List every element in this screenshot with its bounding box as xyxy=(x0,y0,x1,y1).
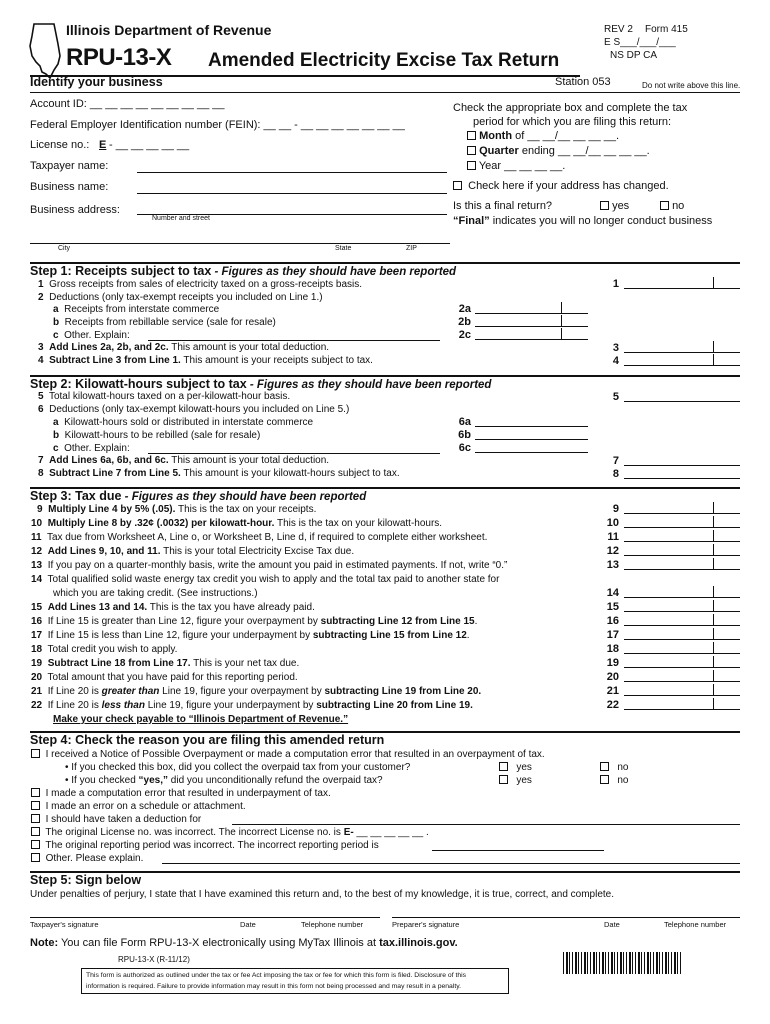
line4-input[interactable] xyxy=(624,354,740,366)
line20-input[interactable] xyxy=(624,670,740,682)
line21-bold: subtracting Line 19 from Line 20. xyxy=(324,686,482,697)
line2c-text: Other. Explain: xyxy=(64,330,130,341)
line22-input[interactable] xyxy=(624,698,740,710)
year-field[interactable]: Year __ __ __ __. xyxy=(478,160,566,172)
final-return-question: Is this a final return? xyxy=(453,200,553,212)
line2b-text: Receipts from rebillable service (sale for resale) xyxy=(64,317,276,328)
taxpayer-name-label: Taxpayer name: xyxy=(30,160,109,172)
month-label: Month xyxy=(479,130,513,142)
taxpayer-phone-caption: Telephone number xyxy=(301,920,364,929)
license-prefix: E xyxy=(99,139,107,151)
preparer-sig-caption: Preparer's signature xyxy=(392,920,460,929)
reason5-field[interactable]: __ __ __ __ __ . xyxy=(356,827,429,838)
line21-text-2: Line 19, figure your overpayment by xyxy=(159,686,325,697)
final-yes-label: yes xyxy=(612,200,630,212)
line14-text: Total qualified solid waste energy tax credit you wish to apply and the total tax paid to another state for xyxy=(47,574,500,585)
deduction-input[interactable] xyxy=(232,824,740,825)
note-bold: Note: xyxy=(30,937,59,949)
reason1-text: I received a Notice of Possible Overpayment or made a computation error that resulted in an overpayment of tax. xyxy=(45,749,545,760)
step3-title: Step 3: Tax due xyxy=(30,489,122,503)
line5-input[interactable] xyxy=(624,390,740,402)
line16-input[interactable] xyxy=(624,614,740,626)
es-line: E S___/___/___ xyxy=(604,37,676,48)
step2-title: Step 2: Kilowatt-hours subject to tax xyxy=(30,377,247,391)
collect-no-label: no xyxy=(617,762,629,773)
quarter-label: Quarter xyxy=(479,145,519,157)
quarter-field[interactable]: ending __ __/__ __ __ __. xyxy=(521,145,650,157)
taxpayer-name-input[interactable] xyxy=(137,172,447,173)
step5-title: Step 5: Sign below xyxy=(30,873,142,887)
line9-input[interactable] xyxy=(624,502,740,514)
line10-input[interactable] xyxy=(624,516,740,528)
refund-no-checkbox[interactable] xyxy=(600,775,609,784)
line5-text: Total kilowatt-hours taxed on a per-kilowatt-hour basis. xyxy=(48,391,291,402)
line3-text: This amount is your total deduction. xyxy=(168,342,330,353)
final-no-label: no xyxy=(672,200,685,212)
line4-bold: Subtract Line 3 from Line 1. xyxy=(49,355,181,366)
reason2-checkbox[interactable] xyxy=(31,788,40,797)
business-address-label: Business address: xyxy=(30,204,120,216)
line8-text: This amount is your kilowatt-hours subject to tax. xyxy=(180,468,400,479)
collect-yes-label: yes xyxy=(516,762,532,773)
step2-subtitle: - Figures as they should have been reported xyxy=(246,379,492,391)
quarter-checkbox[interactable] xyxy=(467,146,476,155)
line6-text: Deductions (only tax-exempt kilowatt-hours you included on Line 5.) xyxy=(49,404,350,415)
line2b-input[interactable] xyxy=(475,315,588,327)
fein-field[interactable]: Federal Employer Identification number (FEIN): __ __ - __ __ __ __ __ __ __ xyxy=(30,119,405,131)
form-title: Amended Electricity Excise Tax Return xyxy=(208,50,560,71)
line21-text: If Line 20 is xyxy=(47,686,102,697)
line19-text: This is your net tax due. xyxy=(190,658,300,669)
line1-input[interactable] xyxy=(624,277,740,289)
line22-text: If Line 20 is xyxy=(47,700,102,711)
line11-input[interactable] xyxy=(624,530,740,542)
identify-title: Identify your business xyxy=(30,75,163,89)
office-codes: NS DP CA xyxy=(610,50,658,61)
line16-bold: subtracting Line 12 from Line 15 xyxy=(320,616,475,627)
note-url[interactable]: tax.illinois.gov. xyxy=(379,937,458,949)
line10-bold: Multiply Line 8 by .32¢ (.0032) per kilowatt-hour. xyxy=(47,518,275,529)
authorization-box xyxy=(81,968,509,994)
line15-text: This is the tax you have already paid. xyxy=(147,602,315,613)
reason6-checkbox[interactable] xyxy=(31,840,40,849)
taxpayer-date-caption: Date xyxy=(240,920,256,929)
reason7-checkbox[interactable] xyxy=(31,853,40,862)
incorrect-period-input[interactable] xyxy=(432,850,604,851)
line19-input[interactable] xyxy=(624,656,740,668)
line17-bold: subtracting Line 15 from Line 12 xyxy=(312,630,467,641)
line8-input[interactable] xyxy=(624,467,740,479)
line6a-text: Kilowatt-hours sold or distributed in interstate commerce xyxy=(64,417,314,428)
business-name-input[interactable] xyxy=(137,193,447,194)
other-explain-input[interactable] xyxy=(162,863,740,864)
reason5-text: The original License no. was incorrect. The incorrect License no. is xyxy=(45,827,344,838)
line2a-input[interactable] xyxy=(475,302,588,314)
line2a-text: Receipts from interstate commerce xyxy=(64,304,220,315)
license-field[interactable]: - __ __ __ __ __ xyxy=(109,139,190,151)
city-caption: City xyxy=(58,245,71,252)
reason1-checkbox[interactable] xyxy=(31,749,40,758)
agency-name: Illinois Department of Revenue xyxy=(66,22,272,38)
line15-bold: Add Lines 13 and 14. xyxy=(47,602,148,613)
refund-yes-label: yes xyxy=(516,775,532,786)
line6c-explain-input[interactable] xyxy=(148,453,440,454)
line21-input[interactable] xyxy=(624,684,740,696)
preparer-signature-input[interactable] xyxy=(392,917,740,918)
line7-bold: Add Lines 6a, 6b, and 6c. xyxy=(49,455,169,466)
reason5-checkbox[interactable] xyxy=(31,827,40,836)
reason2-text: I made a computation error that resulted in underpayment of tax. xyxy=(45,788,331,799)
do-not-write-note: Do not write above this line. xyxy=(642,81,741,90)
line1-text: Gross receipts from sales of electricity taxed on a gross-receipts basis. xyxy=(49,279,363,290)
reason7-text: Other. Please explain. xyxy=(45,853,144,864)
line19-bold: Subtract Line 18 from Line 17. xyxy=(47,658,191,669)
line22-bold: subtracting Line 20 from Line 19. xyxy=(316,700,473,711)
month-checkbox[interactable] xyxy=(467,131,476,140)
final-yes-checkbox[interactable] xyxy=(600,201,609,210)
line17-text: If Line 15 is less than Line 12, figure your underpayment by xyxy=(47,630,313,641)
barcode-image xyxy=(563,952,683,974)
line6a-input[interactable] xyxy=(475,415,588,427)
line7-input[interactable] xyxy=(624,454,740,466)
line15-input[interactable] xyxy=(624,600,740,612)
line6c-input[interactable] xyxy=(475,441,588,453)
form-revision: RPU-13-X (R-11/12) xyxy=(118,955,190,964)
line12-bold: Add Lines 9, 10, and 11. xyxy=(47,546,161,557)
reason1b-text: • If you checked xyxy=(65,775,139,786)
reason1a-text: • If you checked this box, did you collect the overpaid tax from your customer? xyxy=(65,762,411,773)
business-name-label: Business name: xyxy=(30,181,109,193)
reason4-text: I should have taken a deduction for xyxy=(45,814,202,825)
line9-text: This is the tax on your receipts. xyxy=(175,504,317,515)
reason3-text: I made an error on a schedule or attachment. xyxy=(45,801,246,812)
line18-input[interactable] xyxy=(624,642,740,654)
line6b-text: Kilowatt-hours to be rebilled (sale for resale) xyxy=(64,430,261,441)
month-field[interactable]: of __ __/__ __ __ __. xyxy=(515,130,620,142)
collect-no-checkbox[interactable] xyxy=(600,762,609,771)
reason5-prefix: E- xyxy=(343,827,354,838)
line3-input[interactable] xyxy=(624,341,740,353)
address-changed-checkbox[interactable] xyxy=(453,181,462,190)
step4-title: Step 4: Check the reason you are filing this amended return xyxy=(30,733,385,747)
line16-text: If Line 15 is greater than Line 12, figure your overpayment by xyxy=(47,616,321,627)
reason6-text: The original reporting period was incorrect. The incorrect reporting period is xyxy=(45,840,379,851)
step1-subtitle: - Figures as they should have been reported xyxy=(211,266,457,278)
illinois-state-outline-icon xyxy=(28,22,64,80)
line14-input[interactable] xyxy=(624,586,740,598)
line8-bold: Subtract Line 7 from Line 5. xyxy=(49,468,181,479)
collect-yes-checkbox[interactable] xyxy=(499,762,508,771)
payable-note: Make your check payable to “Illinois Department of Revenue.” xyxy=(53,714,349,725)
reason3-checkbox[interactable] xyxy=(31,801,40,810)
line22-text-2: Line 19, figure your underpayment by xyxy=(144,700,317,711)
number-street-caption: Number and street xyxy=(152,215,210,222)
line13-input[interactable] xyxy=(624,558,740,570)
line13-text: If you pay on a quarter-monthly basis, write the amount you paid in estimated payments. If not, write “0.” xyxy=(47,560,508,571)
refund-no-label: no xyxy=(617,775,629,786)
line14-text-cont: which you are taking credit. (See instructions.) xyxy=(53,588,258,599)
line21-italic: greater than xyxy=(101,686,160,697)
station-label: Station 053 xyxy=(555,76,611,88)
period-instruction-2: period for which you are filing this return: xyxy=(473,116,672,128)
form-id: RPU-13-X xyxy=(66,44,172,71)
taxpayer-signature-input[interactable] xyxy=(30,917,380,918)
period-instruction-1: Check the appropriate box and complete the tax xyxy=(453,102,688,114)
line3-bold: Add Lines 2a, 2b, and 2c. xyxy=(49,342,169,353)
form-number: Form 415 xyxy=(645,24,688,35)
year-checkbox[interactable] xyxy=(467,161,476,170)
reason4-checkbox[interactable] xyxy=(31,814,40,823)
note-text: You can file Form RPU-13-X electronically using MyTax Illinois at xyxy=(58,937,380,949)
line20-text: Total amount that you have paid for this reporting period. xyxy=(47,672,298,683)
taxpayer-sig-caption: Taxpayer's signature xyxy=(30,920,99,929)
state-caption: State xyxy=(335,245,352,252)
line10-text: This is the tax on your kilowatt-hours. xyxy=(274,518,443,529)
line12-text: This is your total Electricity Excise Tax due. xyxy=(160,546,355,557)
line2-text: Deductions (only tax-exempt receipts you included on Line 1.) xyxy=(49,292,323,303)
line2c-input[interactable] xyxy=(475,328,588,340)
address-changed-label: Check here if your address has changed. xyxy=(468,180,669,192)
refund-yes-checkbox[interactable] xyxy=(499,775,508,784)
reason1b-text-2: did you unconditionally refund the overpaid tax? xyxy=(168,775,383,786)
zip-caption: ZIP xyxy=(406,245,417,252)
authorization-line-1: This form is authorized as outlined under the tax or fee Act imposing the tax or fee for which this form is filed. Disclosure of this xyxy=(86,972,467,979)
account-id-field[interactable]: Account ID: __ __ __ __ __ __ __ __ __ xyxy=(30,98,225,110)
reason1b-bold: “yes,” xyxy=(138,775,169,786)
line6b-input[interactable] xyxy=(475,428,588,440)
authorization-line-2: information is required. Failure to provide information may result in this form not being processed and may result in a penalty. xyxy=(86,983,462,990)
line18-text: Total credit you wish to apply. xyxy=(47,644,178,655)
final-no-checkbox[interactable] xyxy=(660,201,669,210)
final-note: indicates you will no longer conduct business xyxy=(489,215,713,227)
step1-title: Step 1: Receipts subject to tax xyxy=(30,264,212,278)
line4-text: This amount is your receipts subject to tax. xyxy=(180,355,373,366)
line11-text: Tax due from Worksheet A, Line o, or Worksheet B, Line d, if required to complete either worksheet. xyxy=(46,532,488,543)
rev-label: REV 2 xyxy=(604,24,633,35)
line2c-explain-input[interactable] xyxy=(148,340,440,341)
line7-text: This amount is your total deduction. xyxy=(168,455,330,466)
license-label: License no.: xyxy=(30,139,90,151)
perjury-statement: Under penalties of perjury, I state that I have examined this return and, to the best of my knowledge, it is true, correct, and complete. xyxy=(30,889,615,900)
step3-subtitle: - Figures as they should have been reported xyxy=(121,491,367,503)
line22-italic: less than xyxy=(101,700,145,711)
city-state-zip-input[interactable] xyxy=(30,243,450,244)
line9-bold: Multiply Line 4 by 5% (.05). xyxy=(48,504,176,515)
line6c-text: Other. Explain: xyxy=(64,443,130,454)
line17-input[interactable] xyxy=(624,628,740,640)
preparer-phone-caption: Telephone number xyxy=(664,920,727,929)
preparer-date-caption: Date xyxy=(604,920,620,929)
line12-input[interactable] xyxy=(624,544,740,556)
final-note-bold: “Final” xyxy=(453,215,490,227)
